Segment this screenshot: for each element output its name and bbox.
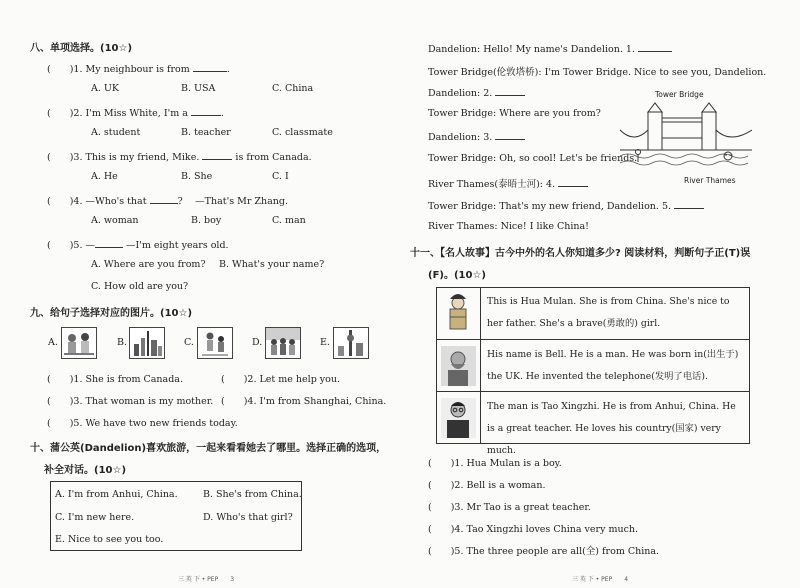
table-row: [437, 391, 749, 456]
left-page-number: 三 英 下 • PEP 3: [178, 576, 235, 583]
pic-label-e: E.: [320, 337, 330, 348]
s10-opt-c: C. I'm new here.: [55, 512, 135, 523]
s8-q1-opt-c: C. China: [272, 83, 314, 94]
s8-q2-opt-b: B. teacher: [181, 127, 231, 138]
s11-reading-table: [436, 287, 750, 456]
s9-item-2: ( )2. Let me help you.: [221, 374, 341, 385]
s11-item-5: ( )5. The three people are all(全) from China.: [428, 546, 660, 557]
s9-item-5: ( )5. We have two new friends today.: [47, 418, 238, 429]
s8-q4-opt-a: A. woman: [91, 215, 139, 226]
s8-q3-opt-c: C. I: [272, 171, 289, 182]
pic-label-a: A.: [48, 337, 58, 348]
s9-item-1: ( )1. She is from Canada.: [47, 374, 183, 385]
s8-q4-opt-c: C. man: [272, 215, 306, 226]
dialog-line-2: Tower Bridge(伦敦塔桥): I'm Tower Bridge. Nice to see you, Dandelion.: [428, 67, 767, 78]
bell-picture: [437, 340, 481, 392]
s8-q3: ( )3. This is my friend, Mike. is from Canada.: [47, 152, 312, 163]
s11-item-1: ( )1. Hua Mulan is a boy.: [428, 458, 562, 469]
s8-q1-opt-b: B. USA: [181, 83, 216, 94]
s10-opt-b: B. She's from China.: [203, 489, 302, 500]
s8-q5-opt-a: A. Where are you from?: [91, 259, 206, 270]
dialog-line-3: Dandelion: 2.: [428, 86, 525, 99]
s9-item-3: ( )3. That woman is my mother.: [47, 396, 214, 407]
s9-item-4: ( )4. I'm from Shanghai, China.: [221, 396, 387, 407]
pic-label-d: D.: [252, 337, 263, 348]
s8-q2: ( )2. I'm Miss White, I'm a .: [47, 108, 224, 119]
dialog-line-4: Tower Bridge: Where are you from?: [428, 108, 601, 119]
dialog-line-8: Tower Bridge: That's my new friend, Dandelion. 5.: [428, 199, 704, 212]
picture-c: [197, 327, 233, 359]
section-10-title-line2: 补全对话。(10☆): [44, 465, 127, 476]
section-11-title-line2: (F)。(10☆): [428, 270, 486, 281]
dialog-line-7: River Thames(泰晤士河): 4.: [428, 176, 588, 190]
s8-q5-opt-b: B. What's your name?: [219, 259, 325, 270]
section-10-title-line1: 十、蒲公英(Dandelion)喜欢旅游，一起来看看她去了哪里。选择正确的选项，: [30, 443, 387, 454]
s8-q3-opt-b: B. She: [181, 171, 213, 182]
right-page-number: 三 英 下 • PEP 4: [572, 576, 629, 583]
picture-b: [129, 327, 165, 359]
bridge-label: Tower Bridge: [655, 90, 704, 99]
section-9-title: 九、给句子选择对应的图片。(10☆): [30, 308, 193, 319]
s8-q5: ( )5. — —I'm eight years old.: [47, 240, 229, 251]
pic-label-c: C.: [184, 337, 194, 348]
river-label: River Thames: [684, 176, 736, 185]
s10-opt-e: E. Nice to see you too.: [55, 534, 164, 545]
picture-d: [265, 327, 301, 359]
dialog-line-5: Dandelion: 3.: [428, 130, 525, 143]
pic-label-b: B.: [117, 337, 128, 348]
table-row: [437, 339, 749, 392]
table-row: [437, 287, 749, 339]
s11-item-3: ( )3. Mr Tao is a great teacher.: [428, 502, 591, 513]
s10-opt-d: D. Who's that girl?: [203, 512, 293, 523]
hua-mulan-picture: [437, 287, 481, 339]
section-11-title-line1: 十一、【名人故事】古今中外的名人你知道多少? 阅读材料，判断句子正(T)误: [410, 248, 751, 259]
s10-opt-a: A. I'm from Anhui, China.: [55, 489, 178, 500]
row-text: This is Hua Mulan. She is from China. She's nice to her father. She's a brave(勇敢的) girl.: [487, 296, 730, 329]
s8-q5-opt-c: C. How old are you?: [91, 281, 189, 292]
s8-q4-opt-b: B. boy: [191, 215, 222, 226]
tower-bridge-illustration: [620, 100, 752, 172]
s8-q2-opt-a: A. student: [91, 127, 141, 138]
s8-q2-opt-c: C. classmate: [272, 127, 333, 138]
row-text: His name is Bell. He is a man. He was born in(出生于) the UK. He invented the telephone(发明了电话).: [487, 349, 739, 382]
s10-options-box: [50, 481, 302, 551]
dialog-line-1: Dandelion: Hello! My name's Dandelion. 1.: [428, 42, 672, 55]
tao-xingzhi-picture: [437, 392, 481, 444]
s8-q4: ( )4. —Who's that ? —That's Mr Zhang.: [47, 196, 289, 207]
s8-q1: ( )1. My neighbour is from .: [47, 64, 230, 75]
row-text: The man is Tao Xingzhi. He is from Anhui, China. He is a great teacher. He loves his country(国家) very much.: [487, 401, 736, 456]
picture-a: [61, 327, 97, 359]
section-8-title: 八、单项选择。(10☆): [30, 43, 133, 54]
picture-e: [333, 327, 369, 359]
s11-item-2: ( )2. Bell is a woman.: [428, 480, 546, 491]
dialog-line-9: River Thames: Nice! I like China!: [428, 221, 589, 232]
s8-q3-opt-a: A. He: [91, 171, 118, 182]
s8-q1-opt-a: A. UK: [91, 83, 120, 94]
dialog-line-6: Tower Bridge: Oh, so cool! Let's be friends.: [428, 153, 638, 164]
s11-item-4: ( )4. Tao Xingzhi loves China very much.: [428, 524, 639, 535]
